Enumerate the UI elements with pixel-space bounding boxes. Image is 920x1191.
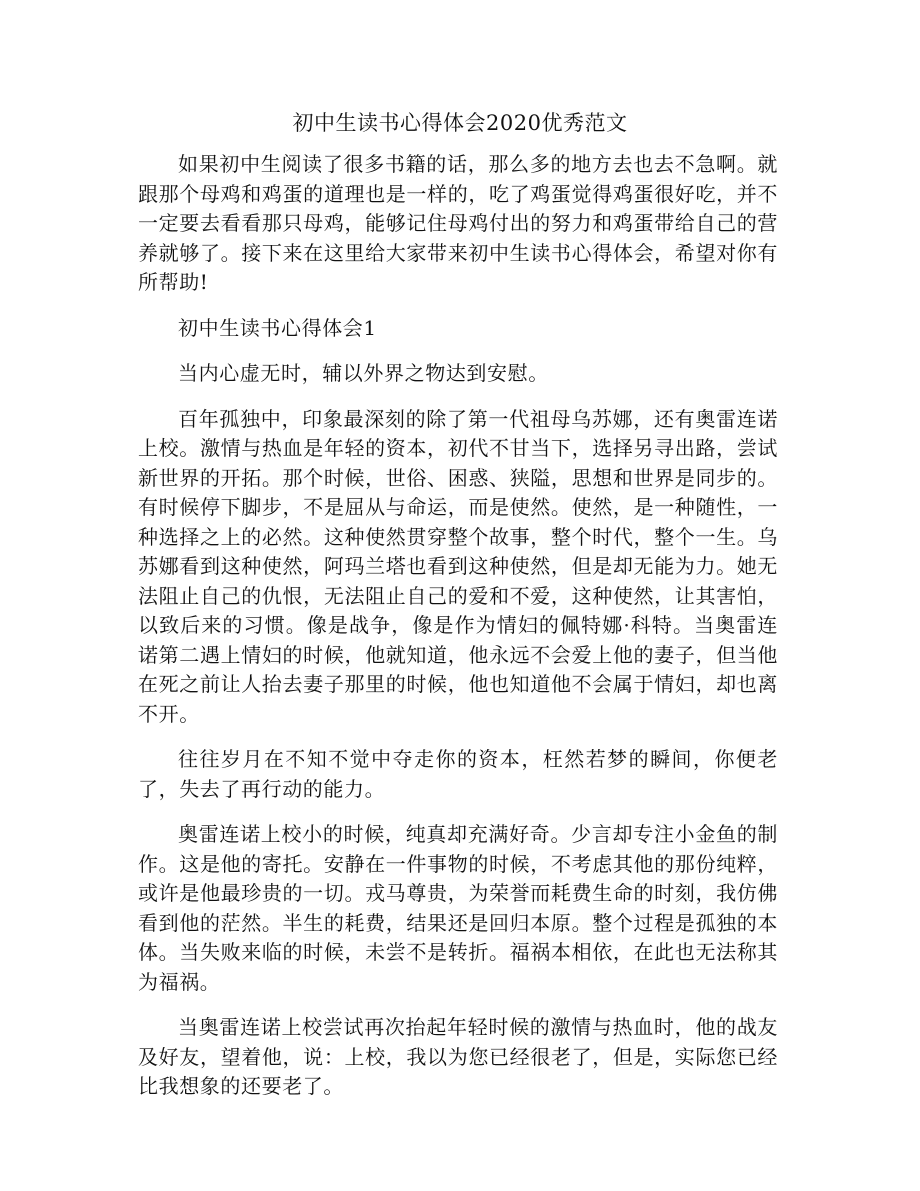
- body-paragraph: 当奥雷连诺上校尝试再次抬起年轻时候的激情与热血时，他的战友及好友，望着他，说：上校，我以为您已经很老了，但是，实际您已经比我想象的还要老了。: [138, 1015, 778, 1098]
- intro-paragraph: 如果初中生阅读了很多书籍的话，那么多的地方去也去不急啊。就跟那个母鸡和鸡蛋的道理也是一样的，吃了鸡蛋觉得鸡蛋很好吃，并不一定要去看看那只母鸡，能够记住母鸡付出的努力和鸡蛋带给自己的营养就够了。接下来在这里给大家带来初中生读书心得体会，希望对你有所帮助!: [138, 152, 778, 294]
- section-heading: 初中生读书心得体会1: [178, 315, 377, 340]
- body-paragraph: 当内心虚无时，辅以外界之物达到安慰。: [178, 361, 549, 385]
- body-paragraph: 百年孤独中，印象最深刻的除了第一代祖母乌苏娜，还有奥雷连诺上校。激情与热血是年轻的资本，初代不甘当下，选择另寻出路，尝试新世界的开拓。那个时候，世俗、困惑、狭隘，思想和世界是同步的。有时候停下脚步，不是屈从与命运，而是使然。使然，是一种随性，一种选择之上的必然。这种使然贯穿整个故事，整个时代，整个一生。乌苏娜看到这种使然，阿玛兰塔也看到这种使然，但是却无能为力。她无法阻止自己的仇恨，无法阻止自己的爱和不爱，这种使然，让其害怕，以致后来的习惯。像是战争，像是作为情妇的佩特娜·科特。当奥雷连诺第二遇上情妇的时候，他就知道，他永远不会爱上他的妻子，但当他在死之前让人抬去妻子那里的时候，他也知道他不会属于情妇，却也离不开。: [138, 406, 778, 726]
- document-title: 初中生读书心得体会2020优秀范文: [292, 111, 628, 135]
- body-paragraph: 奥雷连诺上校小的时候，纯真却充满好奇。少言却专注小金鱼的制作。这是他的寄托。安静在一件事物的时候，不考虑其他的那份纯粹，或许是他最珍贵的一切。戎马尊贵，为荣誉而耗费生命的时刻，我仿佛看到他的茫然。半生的耗费，结果还是回归本原。整个过程是孤独的本体。当失败来临的时候，未尝不是转折。福祸本相依，在此也无法称其为福祸。: [138, 822, 778, 994]
- body-paragraph: 往往岁月在不知不觉中夺走你的资本，枉然若梦的瞬间，你便老了，失去了再行动的能力。: [138, 747, 778, 801]
- document-body: [138, 150, 778, 1118]
